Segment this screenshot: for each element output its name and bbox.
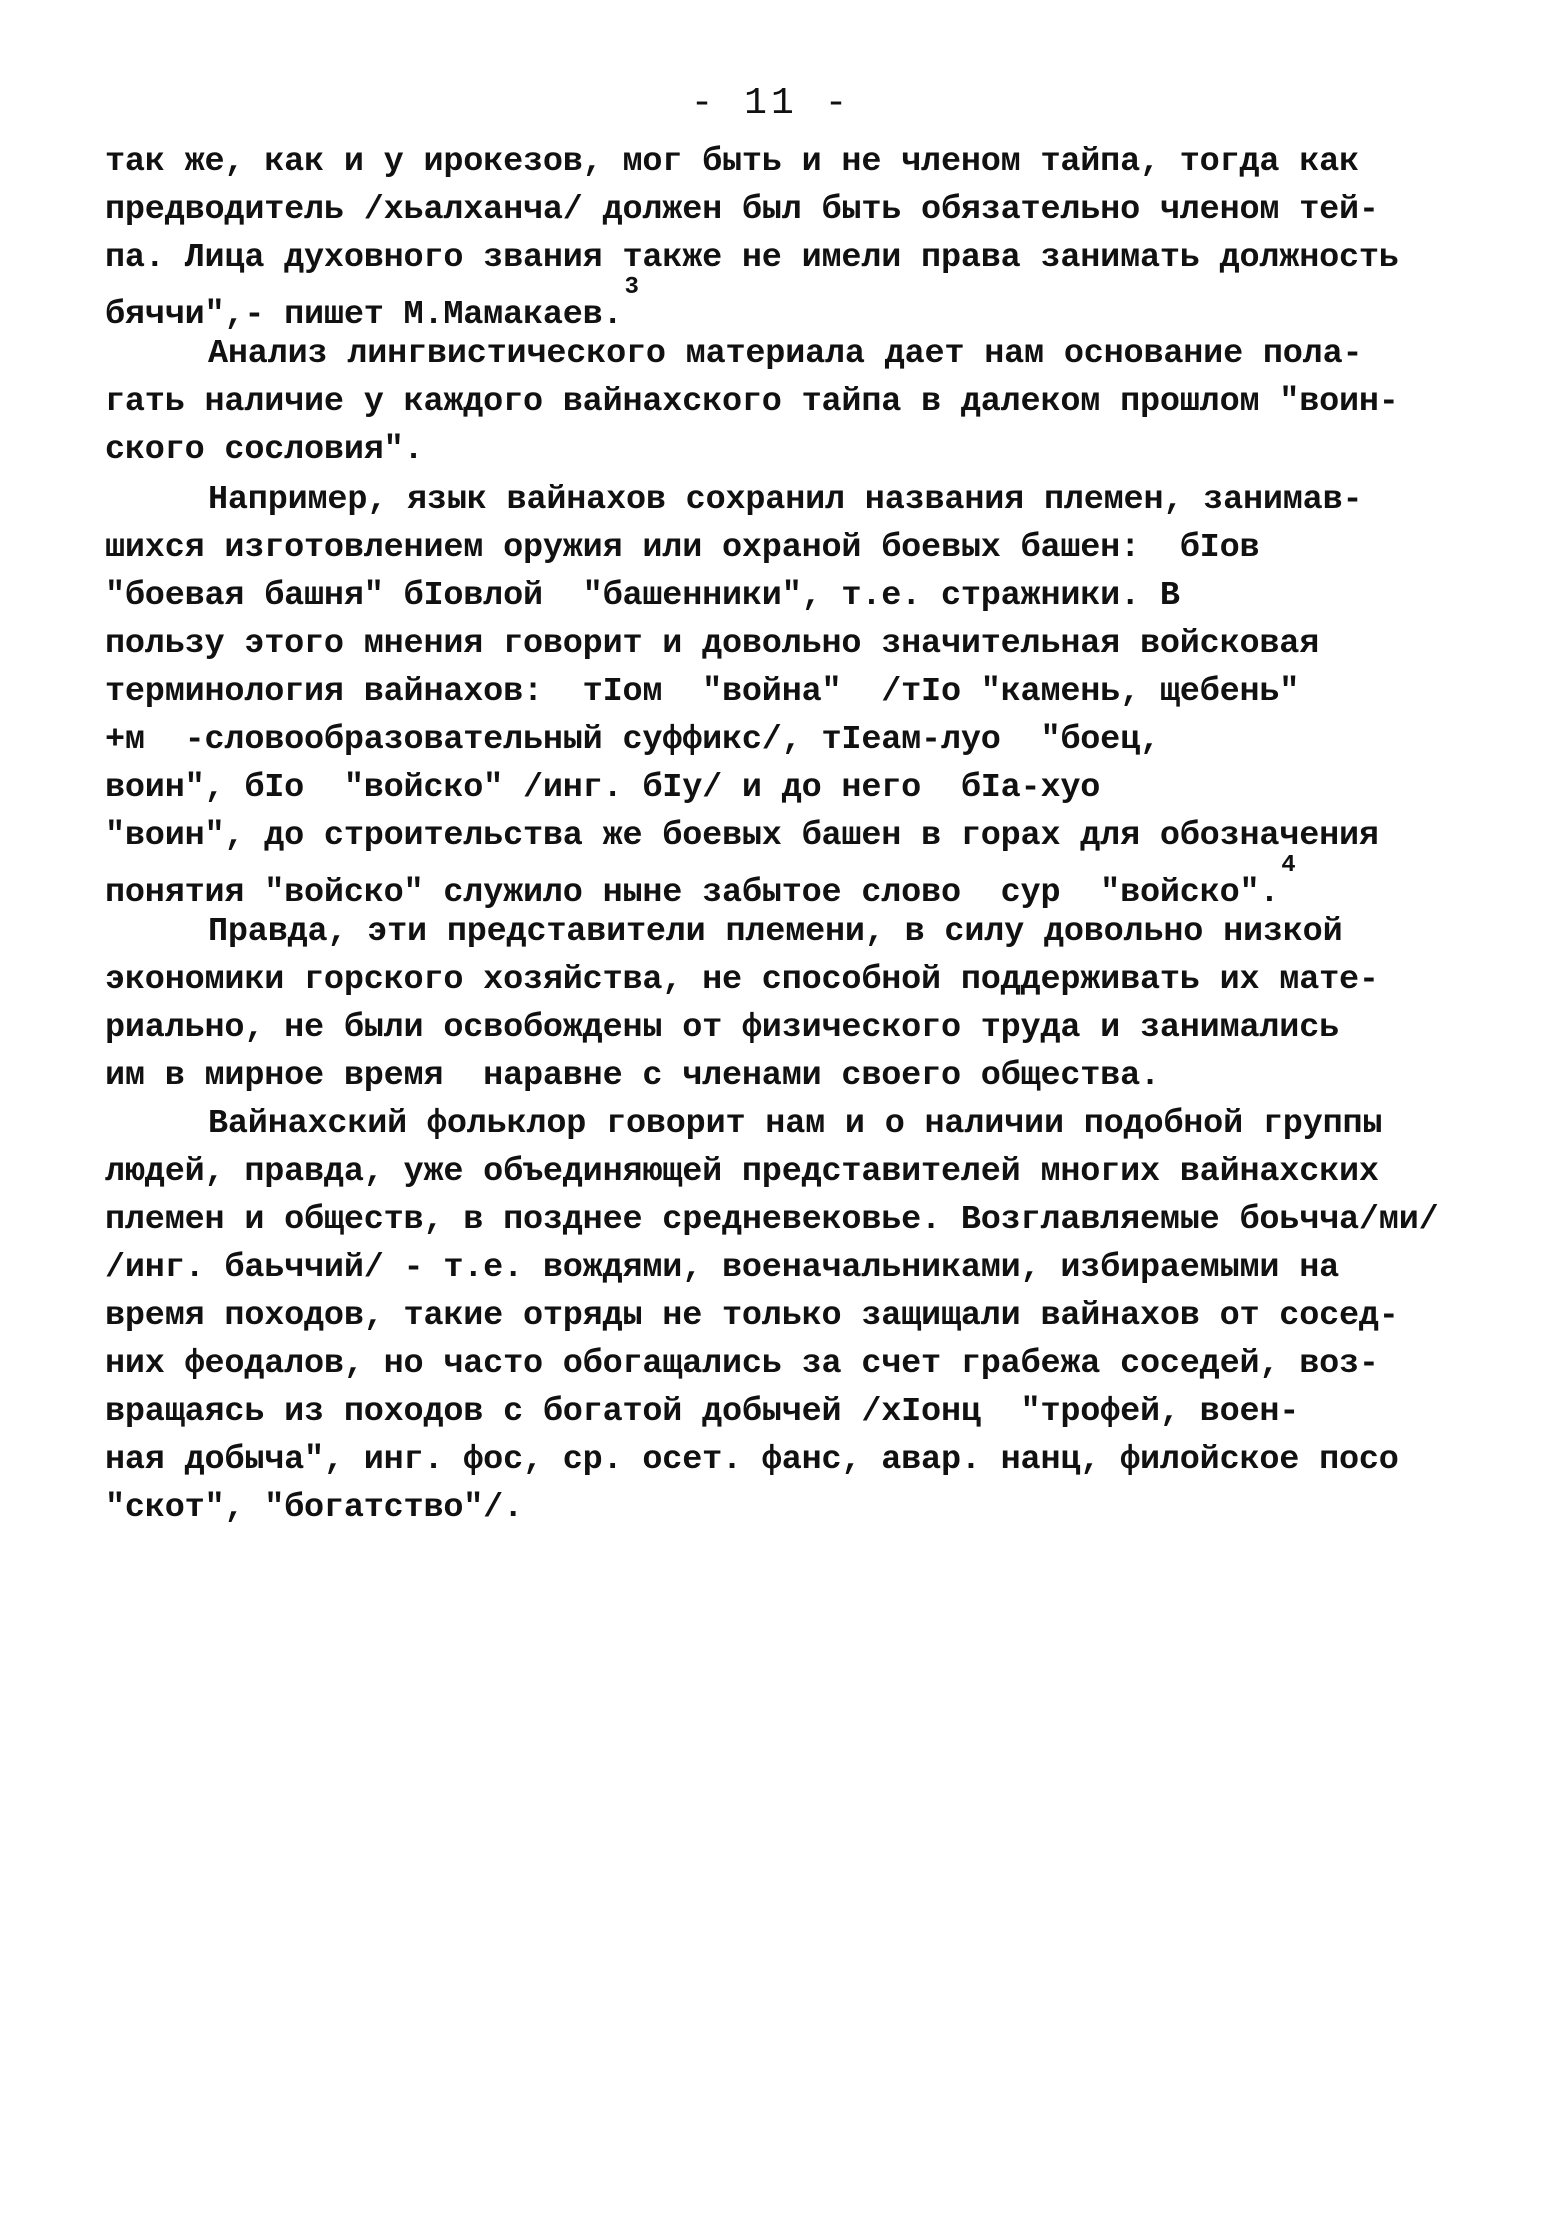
text-line: людей, правда, уже объединяющей представителей многих вайнахских xyxy=(105,1153,1379,1191)
page-number: - 11 - xyxy=(690,82,852,125)
text-line: риально, не были освобождены от физического труда и занимались xyxy=(105,1009,1340,1047)
text-line: Анализ лингвистического материала дает нам основание пола- xyxy=(208,335,1363,373)
text-line: время походов, такие отряды не только защищали вайнахов от сосед- xyxy=(105,1297,1399,1335)
footnote-ref-3: 3 xyxy=(624,274,639,301)
footnote-ref-4: 4 xyxy=(1281,852,1296,879)
text-line: Вайнахский фольклор говорит нам и о наличии подобной группы xyxy=(208,1105,1383,1143)
text-line: ского сословия". xyxy=(105,431,424,469)
text-line-with-footnote xyxy=(105,852,1296,913)
text-line: шихся изготовлением оружия или охраной боевых башен: бIов xyxy=(105,529,1260,567)
text-line: Правда, эти представители племени, в силу довольно низкой xyxy=(208,913,1343,951)
text-line: так же, как и у ирокезов, мог быть и не членом тайпа, тогда как xyxy=(105,143,1359,181)
text-line: вращаясь из походов с богатой добычей /хIонц "трофей, воен- xyxy=(105,1393,1300,1431)
text-line: /инг. баьччий/ - т.е. вождями, военачальниками, избираемыми на xyxy=(105,1249,1340,1287)
text-line-with-footnote xyxy=(105,274,639,335)
text-line: гать наличие у каждого вайнахского тайпа в далеком прошлом "воин- xyxy=(105,383,1399,421)
text-line: "воин", до строительства же боевых башен в горах для обозначения xyxy=(105,817,1379,855)
text-line: пользу этого мнения говорит и довольно значительная войсковая xyxy=(105,625,1320,663)
text-line: Например, язык вайнахов сохранил названия племен, занимав- xyxy=(208,481,1363,519)
text-line: ная добыча", инг. фос, ср. осет. фанс, авар. нанц, филойское посо xyxy=(105,1441,1399,1479)
text-line: па. Лица духовного звания также не имели права занимать должность xyxy=(105,239,1399,277)
text-line: им в мирное время наравне с членами своего общества. xyxy=(105,1057,1160,1095)
text-line: предводитель /хьалханча/ должен был быть обязательно членом тей- xyxy=(105,191,1379,229)
text-line: племен и обществ, в позднее средневековье. Возглавляемые боьчча/ми/ xyxy=(105,1201,1439,1239)
text-line: "скот", "богатство"/. xyxy=(105,1489,523,1527)
text-line: терминология вайнахов: тIом "война" /тIо "камень, щебень" xyxy=(105,673,1300,711)
text-line: +м -словообразовательный суффикс/, тIеам-луо "боец, xyxy=(105,721,1160,759)
text-line: них феодалов, но часто обогащались за счет грабежа соседей, воз- xyxy=(105,1345,1379,1383)
text-line: воин", бIо "войско" /инг. бIу/ и до него бIа-хуо xyxy=(105,769,1101,807)
text-line: "боевая башня" бIовлой "башенники", т.е. стражники. В xyxy=(105,577,1180,615)
text-line: понятия "войско" служило ныне забытое слово сур "войско". xyxy=(105,874,1280,913)
text-line: экономики горского хозяйства, не способной поддерживать их мате- xyxy=(105,961,1379,999)
text-line: бяччи",- пишет М.Мамакаев. xyxy=(105,296,623,335)
